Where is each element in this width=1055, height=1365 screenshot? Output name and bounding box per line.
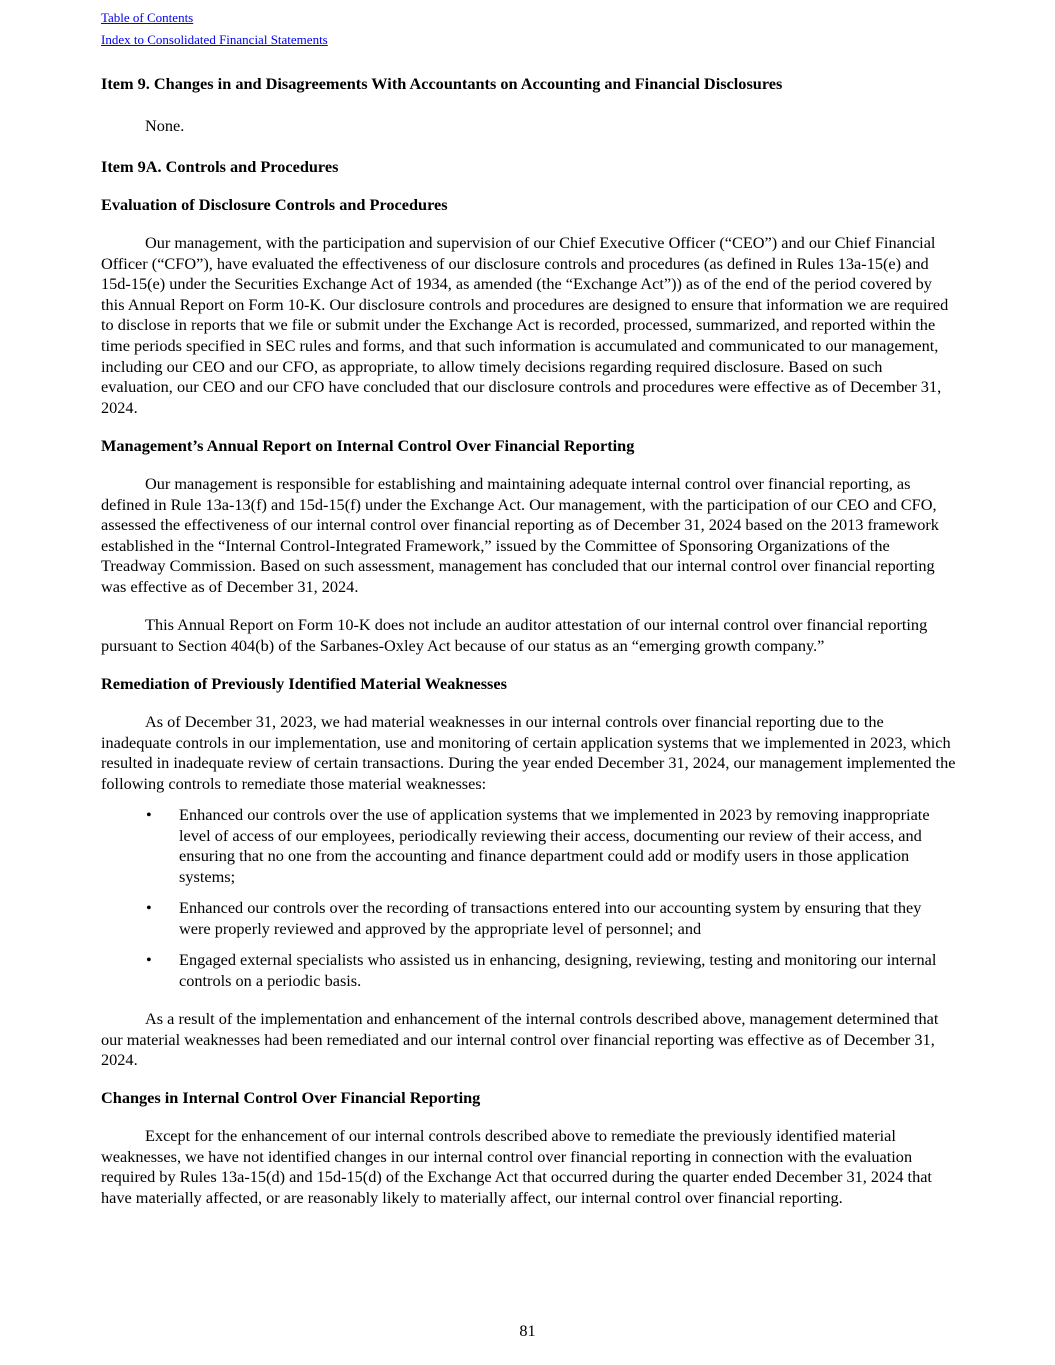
remediation-conclusion: As a result of the implementation and enhancement of the internal controls described above, management determined that our material weaknesses had been remediated and our internal control over financial reporting was effective as of December 31, 2024.: [101, 1009, 939, 1070]
changes-paragraph: Except for the enhancement of our internal controls described above to remediate the previously identified material weaknesses, we have not identified changes in our internal control over financial reporting in connection with the evaluation required by Rules 13a-15(d) and 15d-15(d) of the Exchange Act that occurred during the quarter ended December 31, 2024 that have materially affected, or are reasonably likely to materially affect, our internal control over financial reporting.: [101, 1126, 932, 1207]
item-9-heading: Item 9. Changes in and Disagreements With Accountants on Accounting and Financial Disclosures: [101, 74, 783, 93]
remediation-heading: Remediation of Previously Identified Material Weaknesses: [101, 674, 507, 693]
list-item: [101, 805, 957, 887]
evaluation-heading: Evaluation of Disclosure Controls and Procedures: [101, 195, 448, 214]
management-report-paragraph-2: This Annual Report on Form 10-K does not include an auditor attestation of our internal control over financial reporting pursuant to Section 404(b) of the Sarbanes-Oxley Act because of our status as an “emerging growth company.”: [101, 615, 928, 655]
remediation-intro: As of December 31, 2023, we had material weaknesses in our internal controls over financial reporting due to the inadequate controls in our implementation, use and monitoring of certain application systems that we implemented in 2023, which resulted in inadequate review of certain transactions. During the year ended December 31, 2024, our management implemented the following controls to remediate those material weaknesses:: [101, 712, 956, 793]
bullet-icon: •: [146, 805, 152, 824]
evaluation-paragraph: Our management, with the participation and supervision of our Chief Executive Officer (“CEO”) and our Chief Financial Officer (“CFO”), have evaluated the effectiveness of our disclosure controls and procedures (as defined in Rules 13a-15(e) and 15d-15(e) under the Securities Exchange Act of 1934, as amended (the “Exchange Act”)) as of the end of the period covered by this Annual Report on Form 10-K. Our disclosure controls and procedures are designed to ensure that information we are required to disclose in reports that we file or submit under the Exchange Act is recorded, processed, summarized, and reported within the time periods specified in SEC rules and forms, and that such information is accumulated and communicated to our management, including our CEO and our CFO, as appropriate, to allow timely decisions regarding required disclosure. Based on such evaluation, our CEO and our CFO have concluded that our disclosure controls and procedures were effective as of December 31, 2024.: [101, 233, 949, 417]
list-item-text: Enhanced our controls over the use of application systems that we implemented in 2023 by removing inappropriate level of access of our employees, periodically reviewing their access, documenting our review of their access, and ensuring that no one from the accounting and finance department could add or modify users in those application systems;: [179, 805, 930, 886]
item-9-body: None.: [145, 116, 185, 135]
list-item-text: Enhanced our controls over the recording of transactions entered into our accounting system by ensuring that they were properly reviewed and approved by the appropriate level of personnel; and: [179, 898, 922, 938]
changes-heading: Changes in Internal Control Over Financial Reporting: [101, 1088, 481, 1107]
bullet-icon: •: [146, 898, 152, 917]
list-item-text: Engaged external specialists who assisted us in enhancing, designing, reviewing, testing and monitoring our internal controls on a periodic basis.: [179, 950, 937, 990]
management-report-paragraph-1: Our management is responsible for establishing and maintaining adequate internal control over financial reporting, as defined in Rule 13a-13(f) and 15d-15(f) under the Exchange Act. Our management, with the participation of our CEO and CFO, assessed the effectiveness of our internal control over financial reporting as of December 31, 2024 based on the 2013 framework established in the “Internal Control-Integrated Framework,” issued by the Committee of Sponsoring Organizations of the Treadway Commission. Based on such assessment, management has concluded that our internal control over financial reporting was effective as of December 31, 2024.: [101, 474, 939, 596]
page-number: 81: [519, 1321, 536, 1340]
list-item: [101, 898, 957, 939]
management-report-heading: Management’s Annual Report on Internal Control Over Financial Reporting: [101, 436, 635, 455]
table-of-contents-link[interactable]: Table of Contents: [101, 10, 194, 25]
item-9a-heading: Item 9A. Controls and Procedures: [101, 157, 339, 176]
bullet-icon: •: [146, 950, 152, 969]
index-to-financial-statements-link[interactable]: Index to Consolidated Financial Statements: [101, 32, 328, 47]
list-item: [101, 950, 957, 991]
